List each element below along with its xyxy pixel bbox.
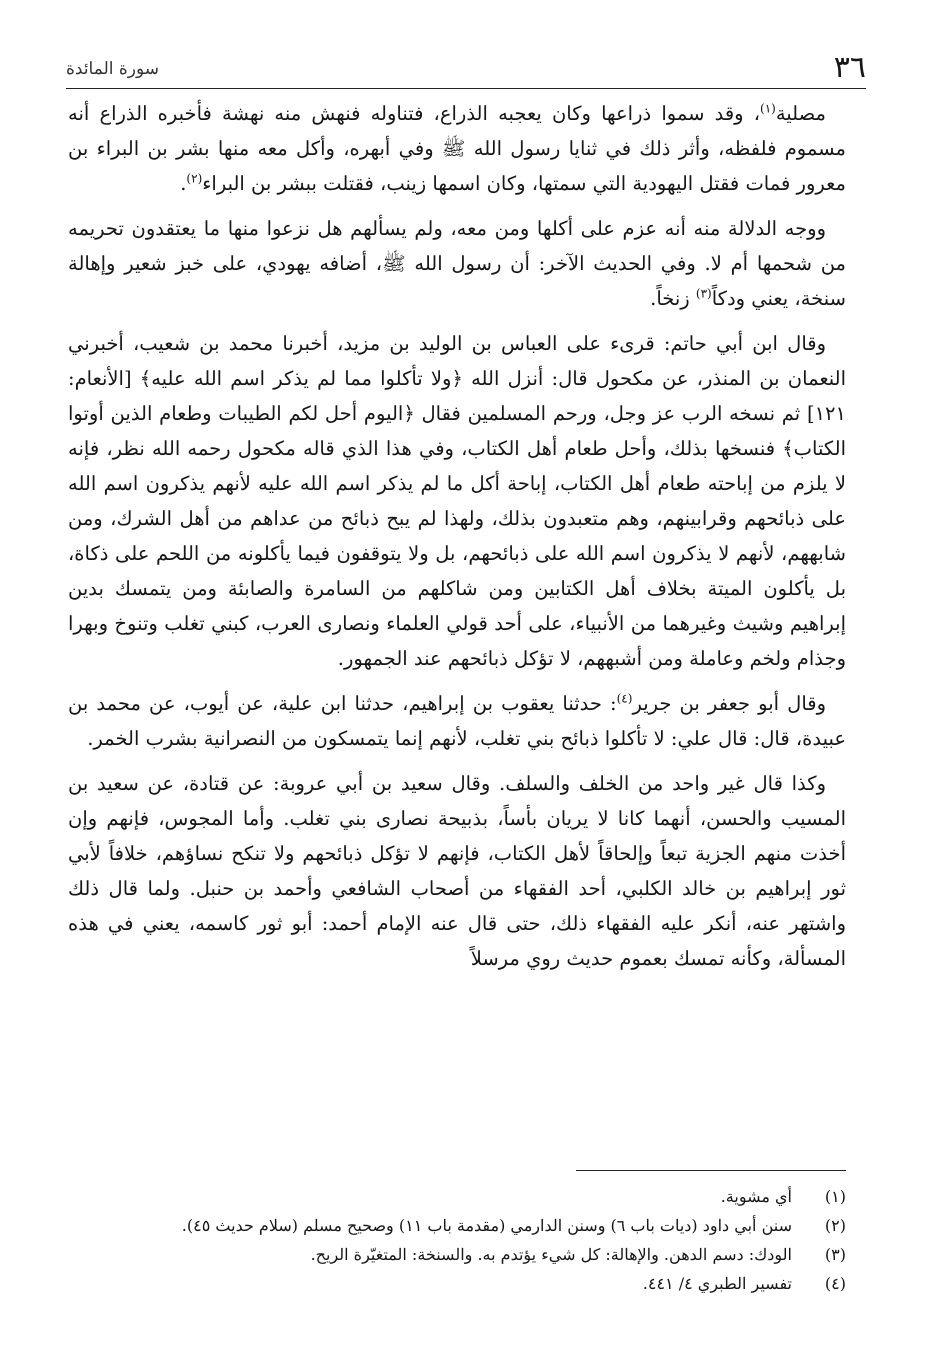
footnote-reference[interactable]: (٣)	[695, 286, 712, 301]
footnote-text: أي مشوية.	[720, 1187, 792, 1206]
paragraph-4	[68, 686, 846, 756]
footnote-item	[70, 1211, 846, 1240]
footnotes	[70, 1182, 846, 1298]
paragraph-text: وقال أبو جعفر بن جرير	[632, 692, 827, 715]
footnote-text: سنن أبي داود (ديات باب ٦) وسنن الدارمي (مقدمة باب ١١) وصحيح مسلم (سلام حديث ٤٥).	[181, 1216, 792, 1235]
paragraph-text: .	[180, 172, 187, 195]
footnote-text: الودك: دسم الدهن. والإهالة: كل شيء يؤتدم به. والسنخة: المتغيّرة الريح.	[310, 1245, 792, 1264]
footnote-reference[interactable]: (٢)	[186, 171, 203, 186]
main-text	[68, 96, 846, 986]
footnote-number: (١)	[824, 1187, 846, 1206]
footnote-text: تفسير الطبري ٤/ ٤٤١.	[642, 1274, 792, 1293]
paragraph-1	[68, 96, 846, 201]
paragraph-text: : حدثنا يعقوب بن إبراهيم، حدثنا ابن علية، عن أيوب، عن محمد بن عبيدة، قال: قال علي: لا تأكلوا ذبائح بني تغلب، لأنهم إنما يتمسكون من النصرانية بشرب الخمر.	[68, 692, 846, 750]
paragraph-text: وقال ابن أبي حاتم: قرىء على العباس بن الوليد بن مزيد، أخبرنا محمد بن شعيب، أخبرني النعمان بن المنذر، عن مكحول قال: أنزل الله ﴿ولا تأكلوا مما لم يذكر اسم الله عليه﴾ [الأنعام: ١٢١] ثم نسخه الرب عز وجل، ورحم المسلمين فقال ﴿اليوم أحل لكم الطيبات وطعام الذين أوتوا الكتاب﴾ فنسخها بذلك، وأحل طعام أهل الكتاب، وفي هذا الذي قاله مكحول رحمه الله نظر، فإنه لا يلزم من إباحته طعام أهل الكتاب، إباحة أكل ما لم يذكر اسم الله عليه لأنهم يذكرون اسم الله على ذبائحهم وقرابينهم، وهم متعبدون بذلك، ولهذا لم يبح ذبائح من عداهم من أهل الشرك، ومن شابههم، لأنهم لا يذكرون اسم الله على ذبائحهم، بل ولا يتوقفون فيما يأكلونه من اللحم على ذكاة، بل يأكلون الميتة بخلاف أهل الكتابين ومن شاكلهم من السامرة والصابئة ومن يتمسك بدين إبراهيم وشيث وغيرهما من الأنبياء، على أحد قولي العلماء ونصارى العرب، كبني تغلب وتنوخ وبهرا وجذام ولخم وعاملة ومن أشبههم، لا تؤكل ذبائحهم عند الجمهور.	[68, 332, 847, 670]
paragraph-text: ، وقد سموا ذراعها وكان يعجبه الذراع، فتناوله فنهش منه نهشة فأخبره الذراع أنه مسموم فلفظه، وأثر ذلك في ثنايا رسول الله ﷺ وفي أبهره، وأكل معه منها بشر بن البراء بن معرور فمات فقتل اليهودية التي سمتها، وكان اسمها زينب، فقتلت ببشر بن البراء	[68, 102, 846, 195]
footnote-item	[70, 1240, 846, 1269]
page-number: ٣٦	[833, 50, 866, 85]
footnote-reference[interactable]: (٤)	[616, 691, 633, 706]
paragraph-text: مصلية	[775, 102, 826, 125]
paragraph-text: ووجه الدلالة منه أنه عزم على أكلها ومن معه، ولم يسألهم هل نزعوا منها ما يعتقدون تحريمه من شحمها أم لا. وفي الحديث الآخر: أن رسول الله ﷺ، أضافه يهودي، على خبز شعير وإهالة سنخة، يعني ودكاً	[68, 217, 846, 310]
paragraph-2	[68, 211, 846, 316]
paragraph-3	[68, 326, 846, 676]
footnote-item	[70, 1269, 846, 1298]
running-title: سورة المائدة	[66, 59, 160, 79]
footnote-number: (٤)	[824, 1274, 846, 1293]
paragraph-text: وكذا قال غير واحد من الخلف والسلف. وقال سعيد بن أبي عروبة: عن قتادة، عن سعيد بن المسيب والحسن، أنهما كانا لا يريان بأساً، بذبيحة نصارى بني تغلب. وأما المجوس، فإنهم وإن أخذت منهم الجزية تبعاً وإلحاقاً لأهل الكتاب، فإنهم لا تؤكل ذبائحهم ولا تنكح نساؤهم، خلافاً لأبي ثور إبراهيم بن خالد الكلبي، أحد الفقهاء من أصحاب الشافعي وأحمد بن حنبل. ولما قال ذلك واشتهر عنه، أنكر عليه الفقهاء ذلك، حتى قال عنه الإمام أحمد: أبو ثور كاسمه، يعني في هذه المسألة، وكأنه تمسك بعموم حديث روي مرسلاً	[68, 772, 846, 970]
footnote-number: (٢)	[824, 1216, 846, 1235]
footnote-reference[interactable]: (١)	[760, 101, 776, 116]
footnote-separator	[576, 1170, 846, 1171]
header-rule	[66, 88, 866, 89]
footnote-item	[70, 1182, 846, 1211]
page-header	[66, 50, 866, 86]
footnote-number: (٣)	[824, 1245, 846, 1264]
paragraph-5	[68, 766, 846, 976]
paragraph-text: زنخاً.	[650, 287, 696, 310]
